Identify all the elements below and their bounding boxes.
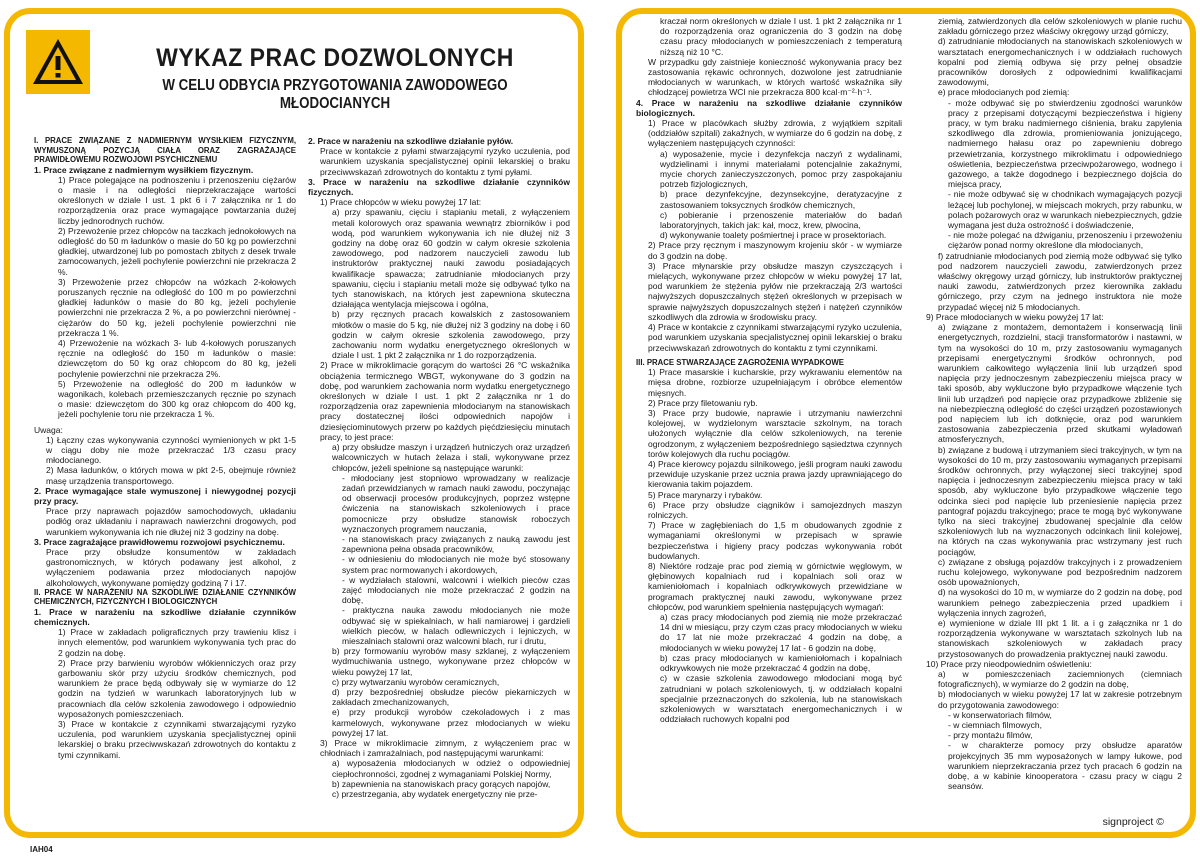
paragraph: c) związane z obsługą pojazdów trakcyjnych i z prowadzeniem ruchu kolejowego, wykonywane pod bezpośrednim nadzorem osób upoważnionych, xyxy=(938,556,1182,588)
paragraph: 7) Prace w zagłębieniach do 1,5 m obudowanych zgodnie z wymaganiami określonymi w przepisach w sprawie bezpieczeństwa i higieny pracy podczas wykonywania robót budowlanych. xyxy=(648,520,902,561)
paragraph: - praktyczna nauka zawodu młodocianych nie może odbywać się w spiekalniach, w hali namiarowej i gardzieli wielkich pieców, w halach odlewniczych i lejniczych, w mieszalniach stalowni oraz walcowni blach, rur i drutu, xyxy=(342,605,570,646)
left-panel xyxy=(4,8,584,838)
subsection-heading: 2. Prace wymagające stale wymuszonej i niewygodnej pozycji przy pracy. xyxy=(34,485,296,506)
paragraph: d) na wysokości do 10 m, w wymiarze do 2 godzin na dobę, pod warunkiem pełnego zabezpieczenia przed upadkiem i wyłączenia innych zagrożeń, xyxy=(938,587,1182,618)
paragraph: 6) Prace przy obsłudze ciągników i samojezdnych maszyn rolniczych. xyxy=(648,499,902,521)
paragraph: d) zatrudnianie młodocianych na stanowiskach szkoleniowych w warsztatach energomechanicznych i w oddziałach ruchowych kopalni pod ziemią odbywa się przy pełnej obsadzie pracowników dorosłych z odpowiednimi kwalifikacjami zawodowymi, xyxy=(938,36,1182,88)
paragraph: - może odbywać się po stwierdzeniu zgodności warunków pracy z przepisami dotyczącymi bezpieczeństwa i higieny pracy, w tym braku nadmiernego ciśnienia, braku zapylenia szkodliwego dla zdrowia, promieniowania jonizującego, nadmiernego hałasu oraz po zapewnieniu dobrego przewietrzania, korzystnego mikroklimatu i odpowiedniego oświetlenia, bezpieczeństwa przeciwpożarowego, wodnego i gazowego, a także dogodnego i bezpiecznego dojścia do miejsca pracy, xyxy=(948,97,1182,190)
paragraph: - w ciemniach filmowych, xyxy=(948,720,1042,731)
paragraph: b) przy formowaniu wyrobów masy szklanej, z wyłączeniem wydmuchiwania ustnego, wykonywane przez chłopców w wieku powyżej 17 lat, xyxy=(332,646,570,677)
paragraph: 2) Prace przy barwieniu wyrobów włókienniczych oraz przy garbowaniu skór przy użyciu środków chemicznych, pod warunkiem że prace będą odbywały się w wymiarze do 12 godzin na tydzień w warunkach laboratoryjnych lub w pracowniach dla celów szkolenia zawodowego i odpowiednio wyposażonych pomieszczeniach. xyxy=(58,657,296,719)
paragraph: b) młodocianych w wieku powyżej 17 lat w zakresie potrzebnym do przygotowania zawodowego: xyxy=(938,689,1182,710)
section-heading: II. PRACE W NARAŻENIU NA SZKODLIWE DZIAŁANIE CZYNNIKÓW CHEMICZNYCH, FIZYCZNYCH I BIOLOGICZNYCH xyxy=(34,587,296,607)
paragraph: 3) Prace w mikroklimacie zimnym, z wyłączeniem prac w chłodniach i zamrażalniach, pod następującymi warunkami: xyxy=(320,737,570,759)
paragraph: 9) Prace młodocianych w wieku powyżej 17 lat: xyxy=(926,311,1104,322)
title-sub: W CELU ODBYCIA PRZYGOTOWANIA ZAWODOWEGO MŁODOCIANYCH xyxy=(162,77,508,112)
paragraph: a) związane z montażem, demontażem i konserwacją linii energetycznych, rozdzielni, stacji transformatorów i nastawni, w tym na wysokości do 10 m, przy zastosowaniu wymaganych przepisami energetycznymi środków ochronnych, pod warunkiem całkowitego wyłączenia linii lub urządzeń spod napięcia przy jednoczesnym zabezpieczeniu miejsca pracy w taki sposób, aby wykluczone było przypadkowe włączenie tych linii lub urządzeń pod napięcie oraz przypadkowe zbliżenie się na niebezpieczną odległość do części urządzeń pozostawionych pod napięciem lub ich dotknięcie, oraz pod warunkiem zastosowania zabezpieczenia przed skutkami wyładowań atmosferycznych, xyxy=(938,322,1182,445)
paragraph: Prace przy obsłudze konsumentów w zakładach gastronomicznych, w których podawany jest alkohol, z wyłączeniem podawania przez młodocianych napojów alkoholowych, wykonywane pomiędzy godziną 7 i 17. xyxy=(46,547,296,588)
paragraph: a) w pomieszczeniach zaciemnionych (ciemniach fotograficznych), w wymiarze do 2 godzin na dobę, xyxy=(938,669,1182,690)
paragraph: 1) Prace chłopców w wieku powyżej 17 lat: xyxy=(320,197,482,208)
section-heading: I. PRACE ZWIĄZANE Z NADMIERNYM WYSIŁKIEM FIZYCZNYM, WYMUSZONĄ POZYCJĄ CIAŁA ORAZ ZAGRAŻAJĄCE PRAWIDŁOWEMU ROZWOJOWI PSYCHICZNEMU xyxy=(34,136,296,164)
subsection-heading: 2. Prace w narażeniu na szkodliwe działanie pyłów. xyxy=(308,136,514,146)
subsection-heading: 3. Prace w narażeniu na szkodliwe działanie czynników fizycznych. xyxy=(308,176,570,198)
column-4 xyxy=(914,16,1182,816)
paragraph: a) czas pracy młodocianych pod ziemią nie może przekraczać 14 dni w miesiącu, przy czym czas pracy młodocianych w wieku do 17 lat nie może przekraczać 4 godzin na dobę, a młodocianych w wieku powyżej 17 lat - 6 godzin na dobę, xyxy=(660,612,902,653)
paragraph: 1) Prace w zakładach poligraficznych przy trawieniu klisz i innych elementów, pod warunkiem wykonywania tych prac do 2 godzin na dobę. xyxy=(58,627,296,658)
paragraph: 5) Prace marynarzy i rybaków. xyxy=(648,489,763,500)
column-1 xyxy=(34,136,296,836)
paragraph: W przypadku gdy zaistnieje konieczność wykonywania pracy bez zastosowania rękawic ochronnych, dozwolone jest zatrudnianie młodocianych w warunkach, w których wartość wskaźnika siły chłodzącej powietrza WCI nie przekracza 800 kcal·m⁻²·h⁻¹. xyxy=(648,56,902,98)
paragraph: 3) Prace w kontakcie z czynnikami stwarzającymi ryzyko uczulenia, pod warunkiem uzyskania specjalistycznej opinii lekarskiej o braku przeciwwskazań zdrowotnych do kontaktu z tymi czynnikami. xyxy=(58,719,296,760)
paragraph: 4) Przewożenie na wózkach 3- lub 4-kołowych poruszanych ręcznie na odległość do 150 m ładunków o masie: dziewczętom do 50 kg oraz chłopcom do 80 kg, jeżeli pochylenie powierzchni nie przekracza 2%. xyxy=(58,337,296,379)
paragraph: - nie może odbywać się w chodnikach wymagających pozycji leżącej lub pochylonej, w miejscach mokrych, przy rabunku, w polach pożarowych oraz w warunkach niebezpiecznych, gdzie wymagana jest duża ostrożność i doświadczenie, xyxy=(948,189,1182,231)
paragraph: - w charakterze pomocy przy obsłudze aparatów projekcyjnych 35 mm wyposażonych w lampy łukowe, pod warunkiem nieprzekraczania przez tych pracach 6 godzin na dobę, a w kabinie kinooperatora - czasu pracy w ciągu 2 seansów. xyxy=(948,740,1182,792)
paragraph: - w odniesieniu do młodocianych nie może być stosowany system prac normowanych i akordowych, xyxy=(342,554,570,575)
paragraph: b) związane z budową i utrzymaniem sieci trakcyjnych, w tym na wysokości do 10 m, przy zastosowaniu wymaganych przepisami środków ochronnych, przy wyłączonej sieci trakcyjnej spod napięcia i jednoczesnym zabezpieczeniu miejsca pracy w taki sposób, aby wykluczone było przypadkowe włączenie tego odcinka sieci pod napięcie lub przeniesienie napięcia przez pantograf pojazdu trakcyjnego; prace te mogą być wykonywane tylko na sieci trakcyjnej zbudowanej specjalnie dla celów szkoleniowych lub na wyznaczonych odcinkach linii kolejowej, na których na czas wykonywania prac wstrzymany jest ruch pociągów, xyxy=(938,444,1182,557)
paragraph: b) przy ręcznych pracach kowalskich z zastosowaniem młotków o masie do 5 kg, nie dłużej niż 3 godziny na dobę i 60 godzin w całym okresie szkolenia zawodowego, przy zachowaniu norm wydatku energetycznego określonych w dziale I ust. 1 pkt 2 załącznika nr 1 do rozporządzenia. xyxy=(332,309,570,361)
paragraph: Prace przy naprawach pojazdów samochodowych, układaniu podłóg oraz układaniu i naprawach nawierzchni drogowych, pod warunkiem wykonywania ich nie dłużej niż 3 godziny na dobę. xyxy=(46,506,296,537)
paragraph: - na stanowiskach pracy związanych z nauką zawodu jest zapewniona pełna obsada pracowników, xyxy=(342,533,570,555)
paragraph: 8) Niektóre rodzaje prac pod ziemią w górnictwie węglowym, w głębinowych kopalniach rud i kopalniach soli oraz w kamieniołomach i kopalniach odkrywkowych przewidziane w programach praktycznej nauki zawodu, wykonywane przez chłopców, pod warunkiem spełnienia następujących wymagań: xyxy=(648,561,902,612)
paragraph: a) wyposażenie, mycie i dezynfekcja naczyń z wydalinami, wydzielinami i innymi materiałami potencjalnie zakaźnymi, mycie chorych zanieczyszczonych, pomoc przy zaspokajaniu potrzeb fizjologicznych, xyxy=(660,148,902,190)
paragraph: ziemią, zatwierdzonych dla celów szkoleniowych w planie ruchu zakładu górniczego przez właściwy okręgowy urząd górniczy, xyxy=(938,16,1182,37)
paragraph: e) prace młodocianych pod ziemią: xyxy=(938,87,1070,98)
paragraph: 2) Prace w mikroklimacie gorącym do wartości 26 °C wskaźnika obciążenia termicznego WBGT, wykonywane do 3 godzin na dobę, pod warunkiem zachowania norm wydatku energetycznego określonych w dziale I ust. 1 pkt 2 załącznika nr 1 do rozporządzenia oraz zapewnienia młodocianym na stanowiskach pracy dostatecznej ilości odpowiednich napojów i dziesięciominutowych przerw po każdych pięćdziesięciu minutach pracy, to jest prace: xyxy=(320,360,570,442)
paragraph: a) przy spawaniu, cięciu i stapianiu metali, z wyłączeniem metali kolorowych oraz spawania wewnątrz zbiorników i pod wodą, pod warunkiem wykonywania ich nie dłużej niż 3 godziny na dobę oraz 60 godzin w całym okresie szkolenia zawodowego, pod nadzorem nauczycieli zawodu lub instruktorów praktycznej nauki zawodu posiadających kwalifikacje spawacza; zatrudnianie młodocianych przy spawaniu, cięciu i stapianiu metali może się odbywać tylko na tych stanowiskach, na których jest zapewniona skuteczna działająca wentylacja miejscowa i ogólna, xyxy=(332,207,570,310)
paragraph: d) przy bezpośredniej obsłudze pieców piekarniczych w zakładach zmechanizowanych, xyxy=(332,686,570,708)
paragraph: 3) Przewożenie przez chłopców na wózkach 2-kołowych poruszanych ręcznie na odległość do 100 m po powierzchni gładkiej ładunków o masie do 80 kg, jeżeli pochylenie powierzchni nie przekracza 2 %, a po powierzchni nierównej - ciężarów do 50 kg, jeżeli pochylenie powierzchni nie przekracza 1 %. xyxy=(58,276,296,338)
page-title xyxy=(110,44,560,113)
paragraph: kraczał norm określonych w dziale I ust. 1 pkt 2 załącznika nr 1 do rozporządzenia oraz ograniczenia do 3 godzin na dobę czasu pracy młodocianych w pomieszczeniach z temperaturą niższą niż 10 °C. xyxy=(660,16,902,57)
paragraph: - młodociany jest stopniowo wprowadzany w realizacje zadań przewidzianych w ramach nauki zawodu, poczynając od obserwacji procesów produkcyjnych, poprzez wstępne ćwiczenia na stanowiskach szkoleniowych i prace pomocnicze przy obsłudze stanowisk roboczych wyznaczonych programem nauczania, xyxy=(342,472,570,534)
paragraph: - w konserwatoriach filmów, xyxy=(948,709,1052,720)
column-3 xyxy=(636,16,902,834)
paragraph: c) przestrzegania, aby wydatek energetyczny nie prze- xyxy=(332,789,538,799)
paragraph: 1) Prace masarskie i kucharskie, przy wykrawaniu elementów na mięsa drobne, rozbiorze uzupełniającym i obróbce elementów mięsnych. xyxy=(648,367,902,398)
paragraph: 4) Prace kierowcy pojazdu silnikowego, jeśli program nauki zawodu przewiduje uzyskanie przez ucznia prawa jazdy uprawniającego do kierowania takim pojazdem. xyxy=(648,459,902,490)
warning-icon xyxy=(26,30,90,94)
title-main: WYKAZ PRAC DOZWOLONYCH xyxy=(156,44,514,72)
paragraph: - nie może polegać na dźwiganiu, przenoszeniu i przewożeniu ciężarów ponad normy określone dla młodocianych, xyxy=(948,230,1182,251)
paragraph: a) przy obsłudze maszyn i urządzeń hutniczych oraz urządzeń walcowniczych w hutach żelaza i stali, wykonywane przez chłopców, jeżeli spełnione są następujące warunki: xyxy=(332,442,570,473)
paragraph: 2) Przewożenie przez chłopców na taczkach jednokołowych na odległość do 50 m ładunków o masie do 50 kg po powierzchni gładkiej, utwardzonej lub po pomostach zbitych z desek trwale zamocowanych, jeżeli pochylenie powierzchni nie przekracza 2 %. xyxy=(58,225,296,277)
paragraph: 4) Prace w kontakcie z czynnikami stwarzającymi ryzyko uczulenia, pod warunkiem uzyskania specjalistycznej opinii lekarskiej o braku przeciwwskazań zdrowotnych do kontaktu z tymi czynnikami. xyxy=(648,322,902,353)
paragraph: d) wykonywanie toalety pośmiertnej i prace w prosektoriach. xyxy=(660,230,887,241)
paragraph: f) zatrudnianie młodocianych pod ziemią może odbywać się tylko pod nadzorem nauczycieli zawodu, zatwierdzonych przez właściwy okręgowy urząd górniczy, lub instruktorów praktycznej nauki zawodu, zatwierdzonych przez kierownika zakładu górniczego, przy czym na jednego instruktora nie może przypadać więcej niż 5 młodocianych. xyxy=(938,250,1182,312)
product-code: IAH04 xyxy=(30,845,53,854)
paragraph: a) wyposażenia młodocianych w odzież o odpowiedniej ciepłochronności, zgodnej z wymaganiami Polskiej Normy, xyxy=(332,758,570,779)
paragraph: Prace w kontakcie z pyłami stwarzającymi ryzyko uczulenia, pod warunkiem uzyskania specjalistycznej opinii lekarskiej o braku przeciwwskazań zdrowotnych do kontaktu z tymi pyłami. xyxy=(320,146,570,177)
paragraph: 3) Prace przy budowie, naprawie i utrzymaniu nawierzchni kolejowej, w wydzielonym warsztacie szkolnym, na torach ułożonych wyłącznie dla celów szkoleniowych, na terenie ogrodzonym, z wyłączeniem bezpośredniego sąsiedztwa czynnych torów kolejowych dla ruchu pociągów. xyxy=(648,408,902,459)
paragraph: c) w czasie szkolenia zawodowego młodociani mogą być zatrudniani w polach szkoleniowych, tj. w oddziałach kopalni specjalnie przeznaczonych do szkolenia, lub na stanowiskach szkoleniowych w warsztatach energomechanicznych i w oddziałach ruchowych kopalni pod xyxy=(660,673,902,725)
subsection-heading: 1. Prace związane z nadmiernym wysiłkiem fizycznym. xyxy=(34,164,254,175)
paragraph: 5) Przewożenie na odległość do 200 m ładunków w wagonikach, kolebach przemieszczanych ręcznie po szynach o masie: dziewczętom do 300 kg oraz chłopcom do 400 kg, jeżeli pochylenie toru nie przekracza 1 %. xyxy=(58,378,296,420)
paragraph: 2) Masa ładunków, o których mowa w pkt 2-5, obejmuje również masę urządzenia transportowego. xyxy=(46,465,296,486)
brand-logo-text: signproject © xyxy=(1102,816,1164,828)
subsection-heading: 1. Prace w narażeniu na szkodliwe działanie czynników chemicznych. xyxy=(34,606,296,628)
paragraph: 3) Prace młynarskie przy obsłudze maszyn czyszczących i mielących, wykonywane przez chłopców w wieku powyżej 17 lat, pod warunkiem że stężenia pyłów nie przekraczają 2/3 wartości najwyższych dopuszczalnych stężeń określonych w przepisach w sprawie najwyższych dopuszczalnych stężeń i natężeń czynników szkodliwych dla zdrowia w środowisku pracy. xyxy=(648,260,902,322)
paragraph: e) wymienione w dziale III pkt 1 lit. a i g załącznika nr 1 do rozporządzenia wykonywane w warsztatach szkolnych lub na stanowiskach szkoleniowych w zakładach pracy przystosowanych do prowadzenia praktycznej nauki zawodu. xyxy=(938,617,1182,659)
paragraph: 1) Prace w placówkach służby zdrowia, z wyjątkiem szpitali (oddziałów szpitali) zakaźnych, w wymiarze do 6 godzin na dobę, z wyłączeniem następujących czynności: xyxy=(648,118,902,149)
paragraph: - przy montażu filmów, xyxy=(948,730,1033,741)
paragraph: b) czas pracy młodocianych w kamieniołomach i kopalniach odkrywkowych nie może przekraczać 4 godzin na dobę, xyxy=(660,652,902,674)
subsection-heading: 4. Prace w narażeniu na szkodliwe działanie czynników biologicznych. xyxy=(636,97,902,118)
paragraph: b) prace dezynfekcyjne, dezynsekcyjne, deratyzacyjne z zastosowaniem toksycznych środków chemicznych, xyxy=(660,189,902,210)
paragraph: 1) Prace polegające na podnoszeniu i przenoszeniu ciężarów o masie i na odległości nieprzekraczające wartości określonych w dziale I ust. 1 pkt 6 i 7 załącznika nr 1 do rozporządzenia oraz prace wymagające powtarzania dużej liczby jednorodnych ruchów. xyxy=(58,174,296,226)
section-heading: III. PRACE STWARZAJĄCE ZAGROŻENIA WYPADKOWE xyxy=(636,357,844,367)
paragraph: 10) Prace przy nieodpowiednim oświetleniu: xyxy=(926,658,1092,669)
paragraph: - w wydziałach stalowni, walcowni i wielkich pieców czas zajęć młodocianych nie może przekraczać 2 godzin na dobę, xyxy=(342,574,570,606)
paragraph: c) pobieranie i przenoszenie materiałów do badań laboratoryjnych, takich jak: kał, mocz, krew, plwocina, xyxy=(660,209,902,231)
column-2 xyxy=(308,136,570,836)
paragraph: 2) Prace przy ręcznym i maszynowym krojeniu skór - w wymiarze do 3 godzin na dobę. xyxy=(648,240,902,261)
paragraph: 2) Prace przy filetowaniu ryb. xyxy=(648,397,758,408)
right-panel xyxy=(616,8,1196,838)
paragraph: b) zapewnienia na stanowiskach pracy gorących napojów, xyxy=(332,778,551,789)
subsection-heading: 3. Prace zagrażające prawidłowemu rozwojowi psychicznemu. xyxy=(34,536,285,547)
paragraph: 1) Łączny czas wykonywania czynności wymienionych w pkt 1-5 w ciągu doby nie może przekraczać 1/3 czasu pracy młodocianego. xyxy=(46,434,296,466)
paragraph: Uwaga: xyxy=(34,424,63,435)
paragraph: e) przy produkcji wyrobów czekoladowych i z mas karmelowych, wykonywane przez młodocianych w wieku powyżej 17 lat. xyxy=(332,707,570,738)
paragraph: c) przy wytwarzaniu wyrobów ceramicznych, xyxy=(332,676,500,687)
